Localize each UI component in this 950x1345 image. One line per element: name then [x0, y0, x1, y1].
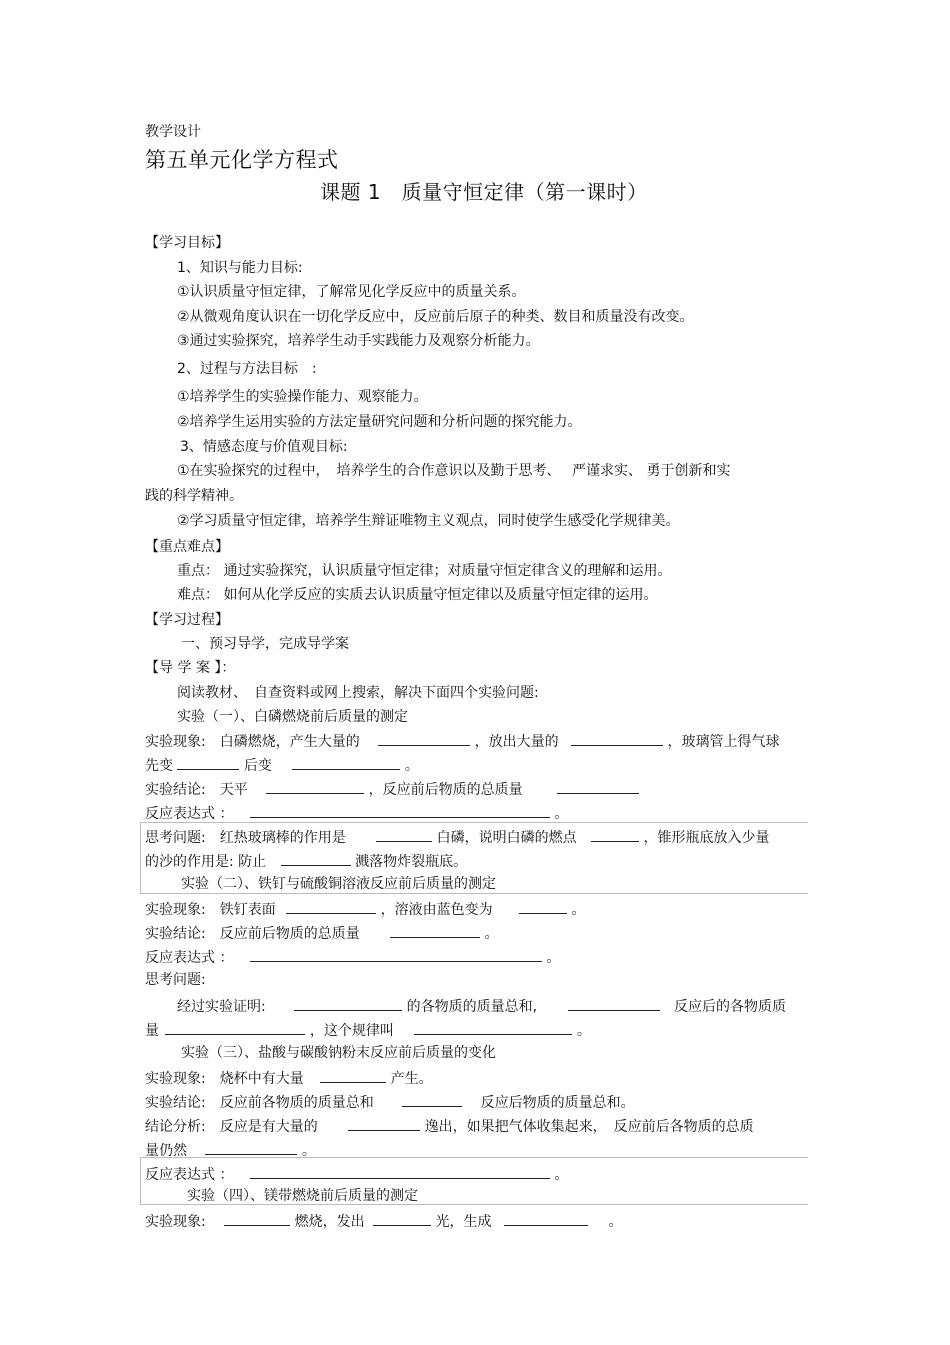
emotion-goal-2: ②学习质量守恒定律，培养学生辩证唯物主义观点，同时使学生感受化学规律美。 — [177, 513, 680, 529]
exp3-blank-compare[interactable] — [402, 1092, 462, 1107]
key-point: 重点： 通过实验探究，认识质量守恒定律；对质量守恒定律含义的理解和运用。 — [177, 563, 672, 579]
exp3-blank-gas[interactable] — [348, 1116, 420, 1131]
exp1-think-text1: 思考问题: 红热玻璃棒的作用是 — [145, 830, 346, 846]
exp1-think-text5: 溅落物炸裂瓶底。 — [355, 854, 468, 870]
exp2-blank-equals[interactable] — [568, 996, 660, 1011]
exp2-blank-total[interactable] — [165, 1020, 305, 1035]
exp1-think-line2 — [145, 851, 467, 871]
exp4-title: 实验（四）、镁带燃烧前后质量的测定 — [187, 1188, 418, 1204]
exp3-ana-text2: 逸出，如果把气体收集起来， 反应前后各物质的总质 — [424, 1119, 754, 1135]
exp4-blank-light[interactable] — [373, 1211, 431, 1226]
exp2-law-line1 — [177, 996, 786, 1016]
emotion-goal-1a: ①在实验探究的过程中， 培养学生的合作意识以及勤于思考、 严谨求实、 勇于创新和实 — [177, 463, 731, 479]
exp4-obs-text4: 。 — [608, 1214, 623, 1230]
knowledge-goal-2: ②从微观角度认识在一切化学反应中，反应前后原子的种类、数目和质量没有改变。 — [177, 309, 694, 325]
objectives-heading: 【学习目标】 — [145, 235, 229, 251]
exp2-title: 实验（二）、铁钉与硫酸铜溶液反应前后质量的测定 — [181, 876, 496, 892]
guide-heading: 【导 学 案 】： — [145, 660, 236, 676]
exp3-eq-end: 。 — [554, 1167, 569, 1183]
knowledge-goal-title: 1、知识与能力目标: — [177, 260, 303, 276]
exp2-equation — [145, 947, 560, 967]
exp2-conclusion — [145, 923, 499, 943]
exp1-obs-text1: 实验现象: 白磷燃烧，产生大量的 — [145, 734, 360, 750]
difficult-point: 难点： 如何从化学反应的实质去认识质量守恒定律以及质量守恒定律的运用。 — [177, 587, 658, 603]
exp1-blank-balance[interactable] — [266, 779, 364, 794]
exp1-blank-heat[interactable] — [571, 731, 663, 746]
exp4-blank-burns[interactable] — [224, 1211, 290, 1226]
exp1-title: 实验（一）、白磷燃烧前后质量的测定 — [177, 709, 408, 725]
exp2-law-text4: 量 — [145, 1023, 159, 1039]
emotion-goal-title: 3、情感态度与价值观目标: — [180, 439, 348, 455]
exp1-observation-line1 — [145, 731, 780, 751]
exp1-obs-text3: ，玻璃管上得气球 — [667, 734, 780, 750]
knowledge-goal-1: ①认识质量守恒定律，了解常见化学反应中的质量关系。 — [177, 284, 526, 300]
exp2-law-text1: 经过实验证明: — [177, 999, 266, 1015]
exp1-blank-product[interactable] — [378, 731, 470, 746]
process-goal-title: 2、过程与方法目标 : — [177, 361, 317, 377]
exp1-blank-balloon-after[interactable] — [292, 755, 400, 770]
exp1-obs-text4: 先变 — [145, 758, 173, 774]
exp2-eq-end: 。 — [546, 950, 561, 966]
exp2-obs-text1: 实验现象: 铁钉表面 — [145, 902, 276, 918]
process-goal-2: ②培养学生运用实验的方法定量研究问题和分析问题的探究能力。 — [177, 414, 582, 430]
exp3-con-text2: 反应后物质的质量总和。 — [480, 1095, 635, 1111]
exp2-blank-participants[interactable] — [294, 996, 402, 1011]
exp4-obs-text2: 燃烧，发出 — [294, 1214, 365, 1230]
exp2-law-text6: 。 — [576, 1023, 591, 1039]
exp1-con-text2: ，反应前后物质的总质量 — [368, 782, 523, 798]
lesson-title: 课题 1 质量守恒定律（第一课时） — [320, 180, 648, 204]
exp1-observation-line2 — [145, 755, 419, 775]
exp3-obs-text2: 产生。 — [390, 1071, 433, 1087]
exp1-obs-text6: 。 — [404, 758, 419, 774]
step-one: 一、预习导学，完成导学案 — [181, 636, 349, 652]
exp1-think-text4: 的沙的作用是: 防止 — [145, 854, 267, 870]
exp3-obs-text1: 实验现象: 烧杯中有大量 — [145, 1071, 304, 1087]
exp3-ana-text3: 量仍然 — [145, 1143, 187, 1159]
exp3-eq-label: 反应表达式 ： — [145, 1167, 234, 1183]
exp2-blank-mass[interactable] — [390, 923, 480, 938]
exp3-blank-still[interactable] — [205, 1140, 297, 1155]
exp3-blank-bubbles[interactable] — [320, 1068, 386, 1083]
exp3-blank-equation[interactable] — [250, 1164, 550, 1179]
process-heading: 【学习过程】 — [145, 612, 229, 628]
knowledge-goal-3: ③通过实验探究，培养学生动手实践能力及观察分析能力。 — [177, 333, 540, 349]
exp1-blank-sand[interactable] — [281, 851, 351, 866]
exp1-eq-label: 反应表达式 ： — [145, 806, 234, 822]
exp3-analysis-line1 — [145, 1116, 754, 1136]
exp2-eq-label: 反应表达式 ： — [145, 950, 234, 966]
exp2-obs-text2: ，溶液由蓝色变为 — [380, 902, 493, 918]
exp1-think-text3: ，锥形瓶底放入少量 — [643, 830, 770, 846]
exp2-blank-equation[interactable] — [250, 947, 542, 962]
exp2-blank-surface[interactable] — [286, 899, 376, 914]
exp1-conclusion — [145, 779, 639, 799]
exp2-con-text1: 实验结论: 反应前后物质的总质量 — [145, 926, 360, 942]
guide-intro: 阅读教材、 自查资料或网上搜索，解决下面四个实验问题: — [177, 685, 539, 701]
exp4-obs-text3: 光，生成 — [435, 1214, 492, 1230]
exp2-observation — [145, 899, 586, 919]
exp1-obs-text2: ，放出大量的 — [474, 734, 559, 750]
exp2-obs-text3: 。 — [571, 902, 586, 918]
exp3-equation — [145, 1164, 568, 1184]
exp2-blank-law-name[interactable] — [414, 1020, 572, 1035]
exp3-ana-text4: 。 — [301, 1143, 316, 1159]
exp1-eq-end: 。 — [554, 806, 569, 822]
exp1-blank-ignition[interactable] — [591, 827, 639, 842]
exp2-law-text5: ，这个规律叫 — [309, 1023, 394, 1039]
exp1-blank-balloon-first[interactable] — [177, 755, 239, 770]
exp2-law-text3: 反应后的各物质质 — [673, 999, 786, 1015]
exp1-think-line1 — [145, 827, 770, 847]
exp2-blank-color[interactable] — [519, 899, 567, 914]
exp2-think-label: 思考问题: — [145, 972, 206, 988]
exp1-think-text2: 白磷，说明白磷的燃点 — [436, 830, 577, 846]
exp2-con-text2: 。 — [484, 926, 499, 942]
exp1-blank-rod[interactable] — [376, 827, 432, 842]
exp1-blank-equation[interactable] — [250, 803, 550, 818]
exp4-blank-product[interactable] — [504, 1211, 588, 1226]
exp4-observation — [145, 1211, 622, 1231]
process-goal-1: ①培养学生的实验操作能力、观察能力。 — [177, 389, 428, 405]
key-points-heading: 【重点难点】 — [145, 539, 229, 555]
exp1-con-text1: 实验结论: 天平 — [145, 782, 248, 798]
exp1-equation — [145, 803, 568, 823]
exp1-obs-text5: 后变 — [243, 758, 272, 774]
exp2-law-text2: 的各物质的质量总和, — [406, 999, 538, 1015]
exp2-law-line2 — [145, 1020, 591, 1040]
exp3-con-text1: 实验结论: 反应前各物质的质量总和 — [145, 1095, 374, 1111]
emotion-goal-1b: 践的科学精神。 — [145, 488, 243, 504]
exp3-conclusion — [145, 1092, 635, 1112]
exp4-obs-text1: 实验现象: — [145, 1214, 206, 1230]
exp3-ana-text1: 结论分析: 反应是有大量的 — [145, 1119, 318, 1135]
unit-title: 第五单元化学方程式 — [145, 148, 339, 172]
exp3-title: 实验（三）、盐酸与碳酸钠粉末反应前后质量的变化 — [181, 1045, 496, 1061]
document-type: 教学设计 — [145, 124, 201, 140]
exp1-blank-mass[interactable] — [557, 779, 639, 794]
exp3-observation — [145, 1068, 433, 1088]
